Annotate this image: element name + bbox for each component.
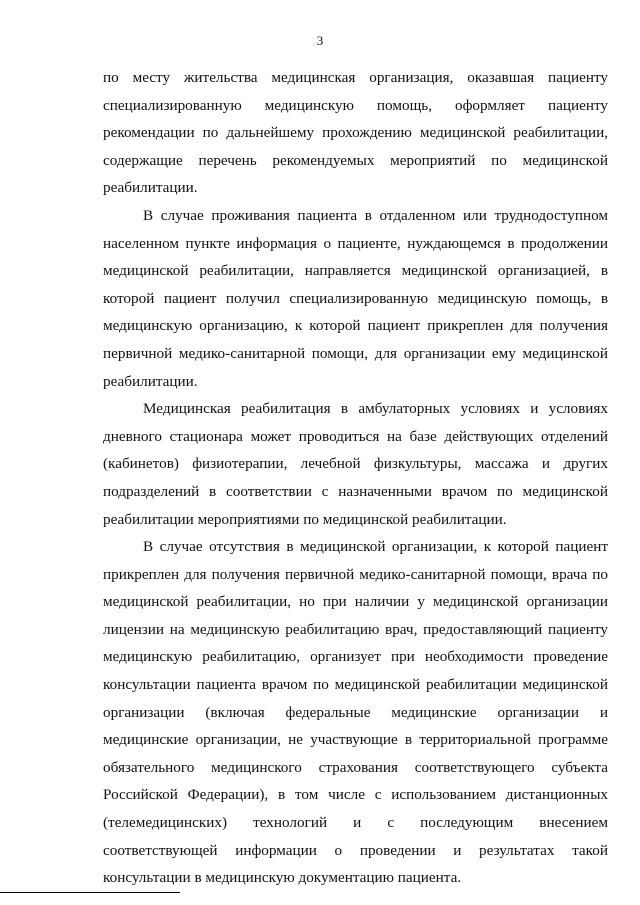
text-line: В случае отсутствия в медицинской организации, к которой пациент	[143, 538, 608, 556]
text-line: медицинские организации, не участвующие в территориальной программе	[103, 731, 608, 749]
footer-rule	[0, 892, 180, 893]
text-line: лицензии на медицинскую реабилитацию врач, предоставляющий пациенту	[103, 620, 608, 638]
body-text	[103, 64, 608, 892]
text-line: медицинской реабилитации, направляется медицинской организацией, в	[103, 262, 608, 280]
text-line: прикреплен для получения первичной медико-санитарной помощи, врача по	[103, 565, 608, 583]
text-line: соответствующей информации о проведении и результатах такой	[103, 841, 608, 859]
text-line: реабилитации мероприятиями по медицинской реабилитации.	[103, 510, 507, 528]
paragraph	[103, 202, 608, 395]
text-line: консультации пациента врачом по медицинской реабилитации медицинской	[103, 676, 608, 694]
text-line: по месту жительства медицинская организация, оказавшая пациенту	[103, 69, 608, 86]
text-line: специализированную медицинскую помощь, оформляет пациенту	[103, 96, 608, 114]
text-line: медицинской реабилитации, но при наличии у медицинской организации	[103, 593, 608, 611]
text-line: Медицинская реабилитация в амбулаторных условиях и условиях	[143, 400, 608, 418]
text-line: дневного стационара может проводиться на базе действующих отделений	[103, 427, 608, 445]
text-line: которой пациент получил специализированную медицинскую помощь, в	[103, 289, 608, 307]
paragraph	[103, 395, 608, 533]
text-line: В случае проживания пациента в отдаленном или труднодоступном	[143, 206, 608, 224]
text-line: медицинскую реабилитацию, организует при необходимости проведение	[103, 648, 608, 666]
text-line: Российской Федерации), в том числе с использованием дистанционных	[103, 786, 608, 804]
text-line: содержащие перечень рекомендуемых мероприятий по медицинской	[103, 151, 608, 169]
paragraph	[103, 533, 608, 892]
text-line: консультации в медицинскую документацию пациента.	[103, 869, 462, 887]
paragraph	[103, 64, 608, 202]
text-line: организации (включая федеральные медицинские организации и	[103, 703, 608, 721]
text-line: реабилитации.	[103, 372, 198, 390]
text-line: реабилитации.	[103, 179, 198, 197]
text-line: первичной медико-санитарной помощи, для организации ему медицинской	[103, 344, 608, 362]
text-line: (телемедицинских) технологий и с последующим внесением	[103, 814, 608, 832]
text-line: подразделений в соответствии с назначенными врачом по медицинской	[103, 482, 608, 500]
text-line: обязательного медицинского страхования соответствующего субъекта	[103, 758, 608, 776]
text-line: (кабинетов) физиотерапии, лечебной физкультуры, массажа и других	[103, 455, 608, 473]
text-line: рекомендации по дальнейшему прохождению медицинской реабилитации,	[103, 124, 608, 142]
page-number: 3	[316, 33, 324, 48]
text-line: населенном пункте информация о пациенте, нуждающемся в продолжении	[103, 234, 608, 252]
text-line: медицинскую организацию, к которой пациент прикреплен для получения	[103, 317, 608, 335]
